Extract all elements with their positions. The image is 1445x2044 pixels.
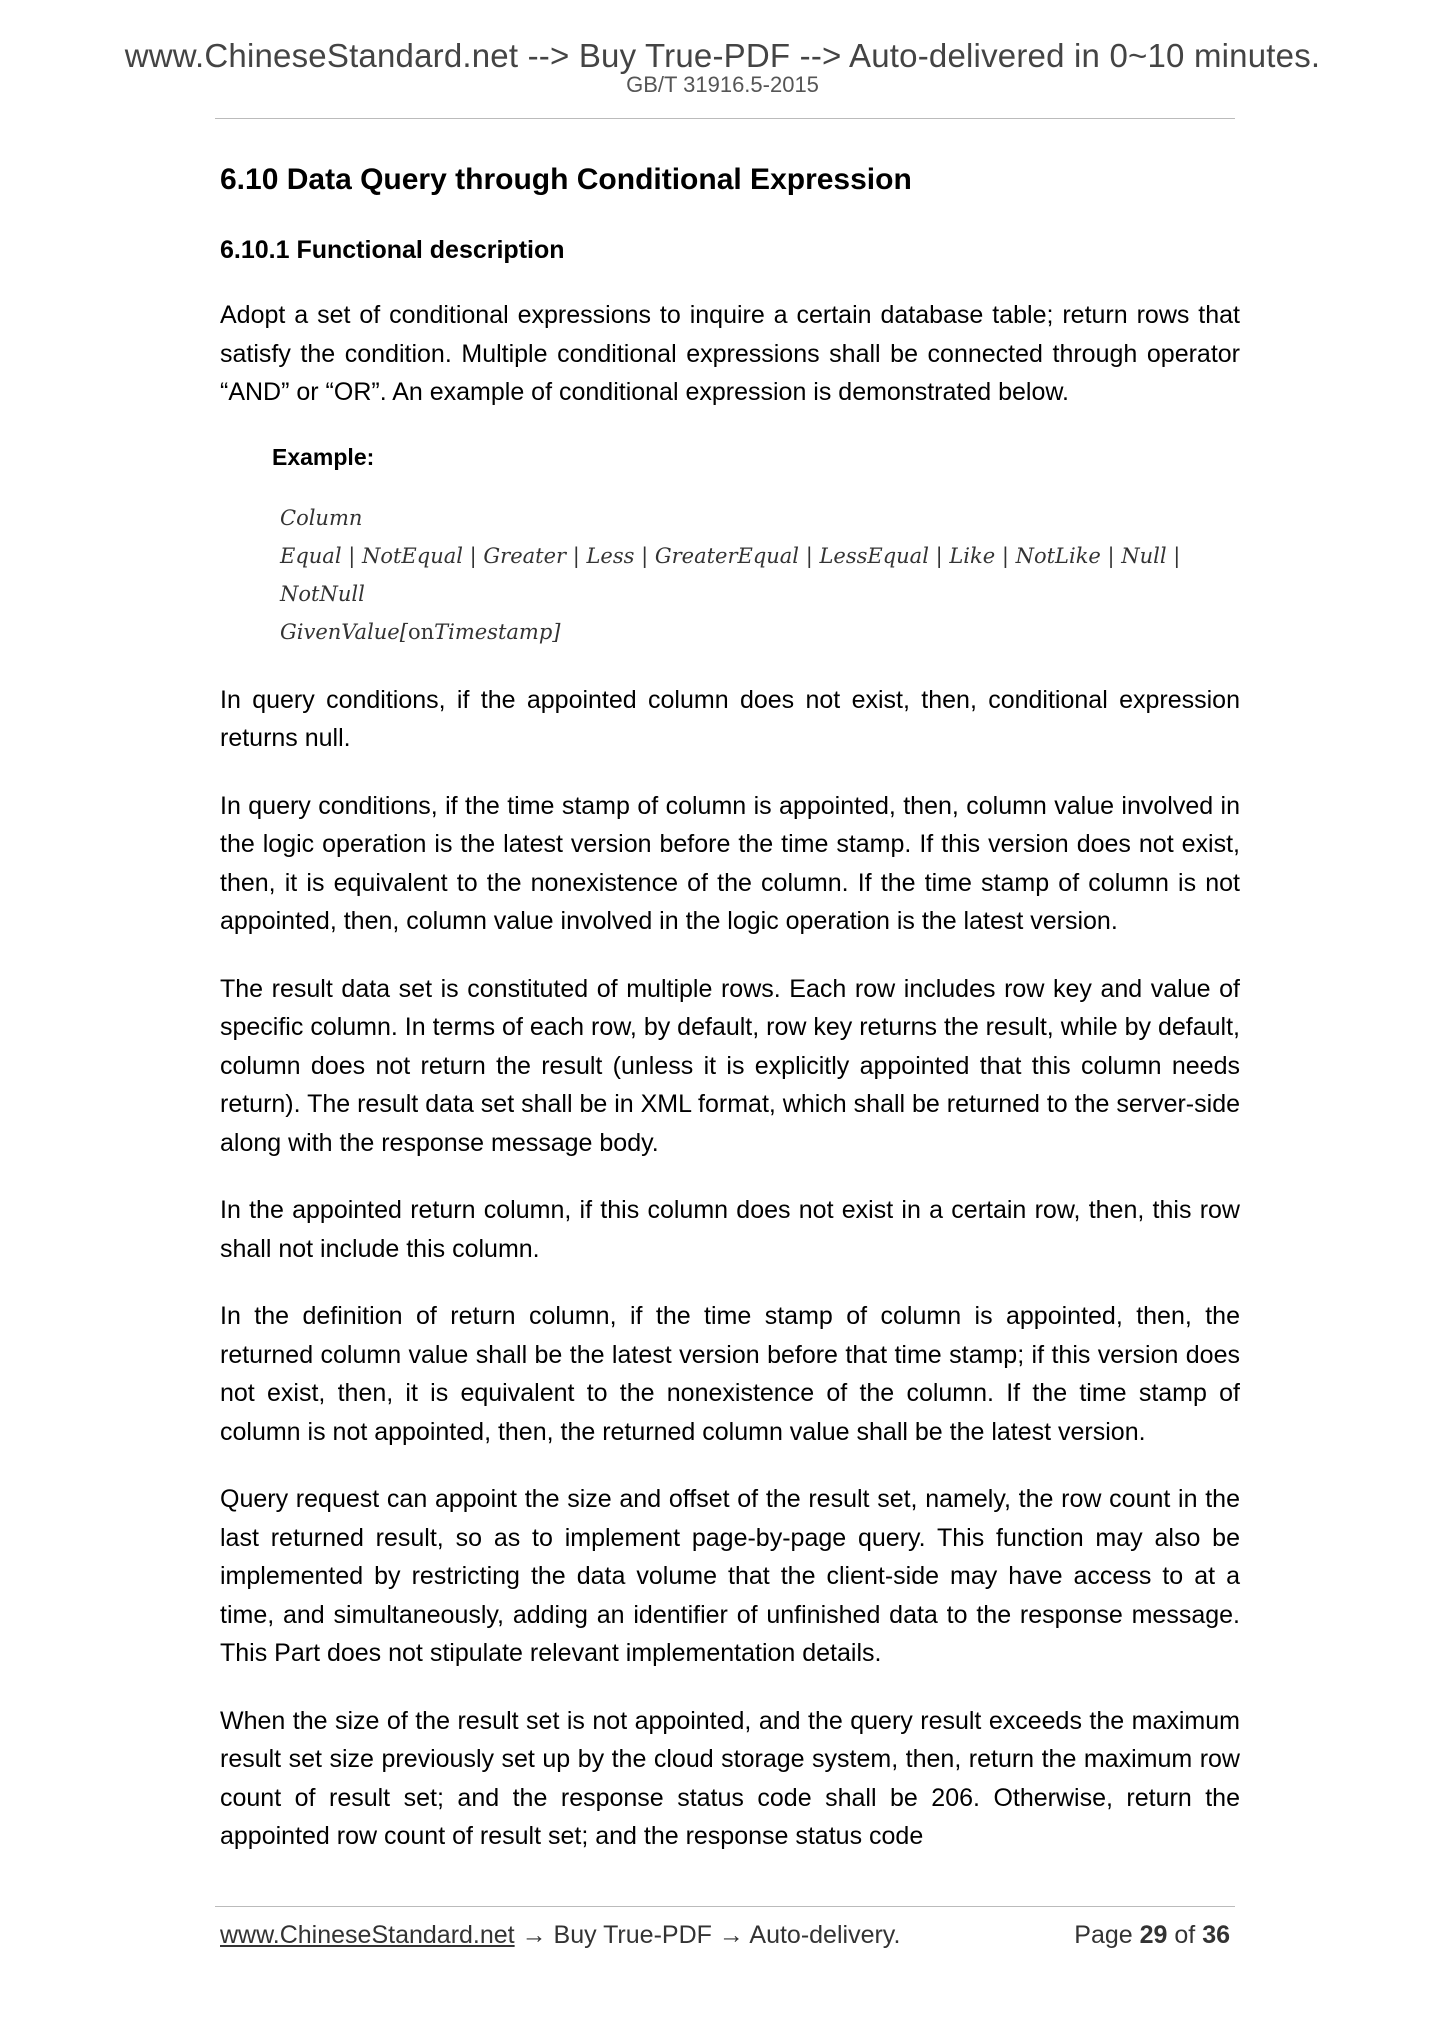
header-divider [215,118,1235,119]
page-footer [220,1918,1230,1952]
page-label: Page [1074,1921,1133,1949]
paragraph-null-column: In query conditions, if the appointed column does not exist, then, conditional expression returns null. [220,685,1240,752]
formula-on: on [407,619,435,644]
top-banner: www.ChineseStandard.net --> Buy True-PDF --> Auto-delivered in 0~10 minutes. [124,37,1321,74]
formula-line-value [280,613,1240,651]
formula-line-operators: Equal | NotEqual | Greater | Less | GreaterEqual | LessEqual | Like | NotLike | Null | NotNull [280,543,1181,606]
footer-divider [215,1906,1235,1907]
paragraph-return-column: In the appointed return column, if this column does not exist in a certain row, then, this row shall not include this column. [220,1196,1240,1263]
page-number [1074,1918,1230,1952]
subsection-title: 6.10.1 Functional description [220,236,565,264]
paragraph-result-set: The result data set is constituted of multiple rows. Each row includes row key and value of specific column. In terms of each row, by default, row key returns the result, while by default, column does not return the result (unless it is explicitly appointed that this column needs return). The result data set shall be in XML format, which shall be returned to the server-side along with the response message body. [220,974,1240,1157]
current-page: 29 [1139,1921,1168,1949]
total-pages: 36 [1202,1921,1230,1949]
paragraph-paging: Query request can appoint the size and offset of the result set, namely, the row count in the last returned result, so as to implement page-by-page query. This function may also be implemented by restricting the data volume that the client-side may have access to at a time, and simultaneously, adding an identifier of unfinished data to the response message. This Part does not stipulate relevant implementation details. [220,1485,1240,1667]
footer-tagline: → Buy True-PDF → Auto-delivery. [514,1921,901,1949]
section-title: 6.10 Data Query through Conditional Expression [220,163,912,196]
paragraph-status-code: When the size of the result set is not appointed, and the query result exceeds the maximum result set size previously set up by the cloud storage system, then, return the maximum row count of result set; and the response status code shall be 206. Otherwise, return the appointed row count of result set; and the response status code [220,1706,1240,1850]
formula-given-value: GivenValue[ [280,619,408,644]
example-label: Example: [272,443,375,470]
paragraph-intro: Adopt a set of conditional expressions to inquire a certain database table; return rows that satisfy the condition. Multiple conditional expressions shall be connected through operator “AND” or “OR”. An example of conditional expression is demonstrated below. [220,301,1240,406]
paragraph-timestamp-condition: In query conditions, if the time stamp of column is appointed, then, column value involved in the logic operation is the latest version before the time stamp. If this version does not exist, then, it is equivalent to the nonexistence of the column. If the time stamp of column is not appointed, then, column value involved in the logic operation is the latest version. [220,791,1240,935]
page-content [220,160,1240,1885]
example-formula [280,499,1240,651]
document-id: GB/T 31916.5-2015 [626,72,819,97]
paragraph-return-timestamp: In the definition of return column, if the time stamp of column is appointed, then, the returned column value shall be the latest version before that time stamp; if this version does not exist, then, it is equivalent to the nonexistence of the column. If the time stamp of column is not appointed, then, the returned column value shall be the latest version. [220,1302,1240,1446]
of-label: of [1174,1921,1196,1949]
formula-timestamp: Timestamp] [434,619,561,644]
formula-line-column: Column [280,505,363,530]
footer-site-link[interactable]: www.ChineseStandard.net [220,1921,515,1949]
